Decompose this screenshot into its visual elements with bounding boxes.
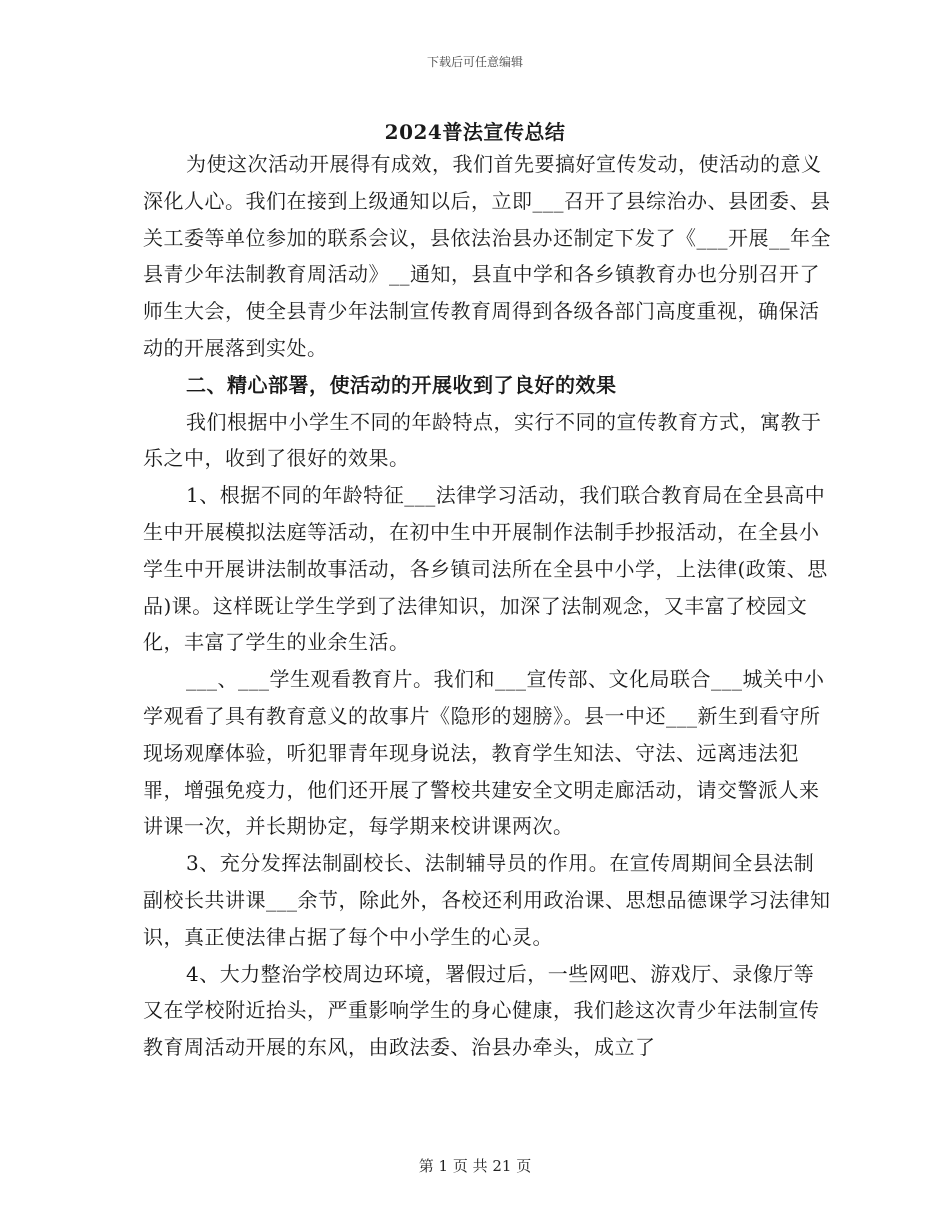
paragraph-intro: 为使这次活动开展得有成效，我们首先要搞好宣传发动，使活动的意义深化人心。我们在接到上级通知以后，立即___召开了县综治办、县团委、县关工委等单位参加的联系会议，县依法治县办还制定下发了《___开展__年全县青少年法制教育周活动》__通知，县直中学和各乡镇教育办也分别召开了师生大会，使全县青少年法制宣传教育周得到各级各部门高度重视，确保活动的开展落到实处。 — [143, 152, 831, 360]
page-number-footer: 第 1 页 共 21 页 — [418, 1157, 532, 1175]
paragraph-item-3: 3、充分发挥法制副校长、法制辅导员的作用。在宣传周期间全县法制副校长共讲课___余节，除此外，各校还利用政治课、思想品德课学习法律知识，真正使法律占据了每个中小学生的心灵。 — [143, 851, 831, 949]
section-heading: 二、精心部署，使活动的开展收到了良好的效果 — [186, 372, 617, 397]
paragraph-item-1: 1、根据不同的年龄特征___法律学习活动，我们联合教育局在全县高中生中开展模拟法庭等活动，在初中生中开展制作法制手抄报活动，在全县小学生中开展讲法制故事活动，各乡镇司法所在全县中小学，上法律(政策、思品)课。这样既让学生学到了法律知识，加深了法制观念，又丰富了校园文化，丰富了学生的业余生活。 — [143, 483, 828, 655]
paragraph-item-2: ___、___学生观看教育片。我们和___宣传部、文化局联合___城关中小学观看了具有教育意义的故事片《隐形的翅膀》。县一中还___新生到看守所现场观摩体验，听犯罪青年现身说法，教育学生知法、守法、远离违法犯罪，增强免疫力，他们还开展了警校共建安全文明走廊活动，请交警派人来讲课一次，并长期协定，每学期来校讲课两次。 — [143, 667, 825, 839]
paragraph-overview: 我们根据中小学生不同的年龄特点，实行不同的宣传教育方式，寓教于乐之中，收到了很好的效果。 — [143, 409, 822, 471]
document-title: 2024普法宣传总结 — [384, 120, 566, 144]
document-body — [143, 146, 833, 1066]
header-note: 下载后可任意编辑 — [426, 55, 523, 69]
paragraph-item-4: 4、大力整治学校周边环境，署假过后，一些网吧、游戏厅、录像厅等又在学校附近抬头，严重影响学生的身心健康，我们趁这次青少年法制宣传教育周活动开展的东风，由政法委、治县办牵头，成立了 — [143, 961, 820, 1060]
